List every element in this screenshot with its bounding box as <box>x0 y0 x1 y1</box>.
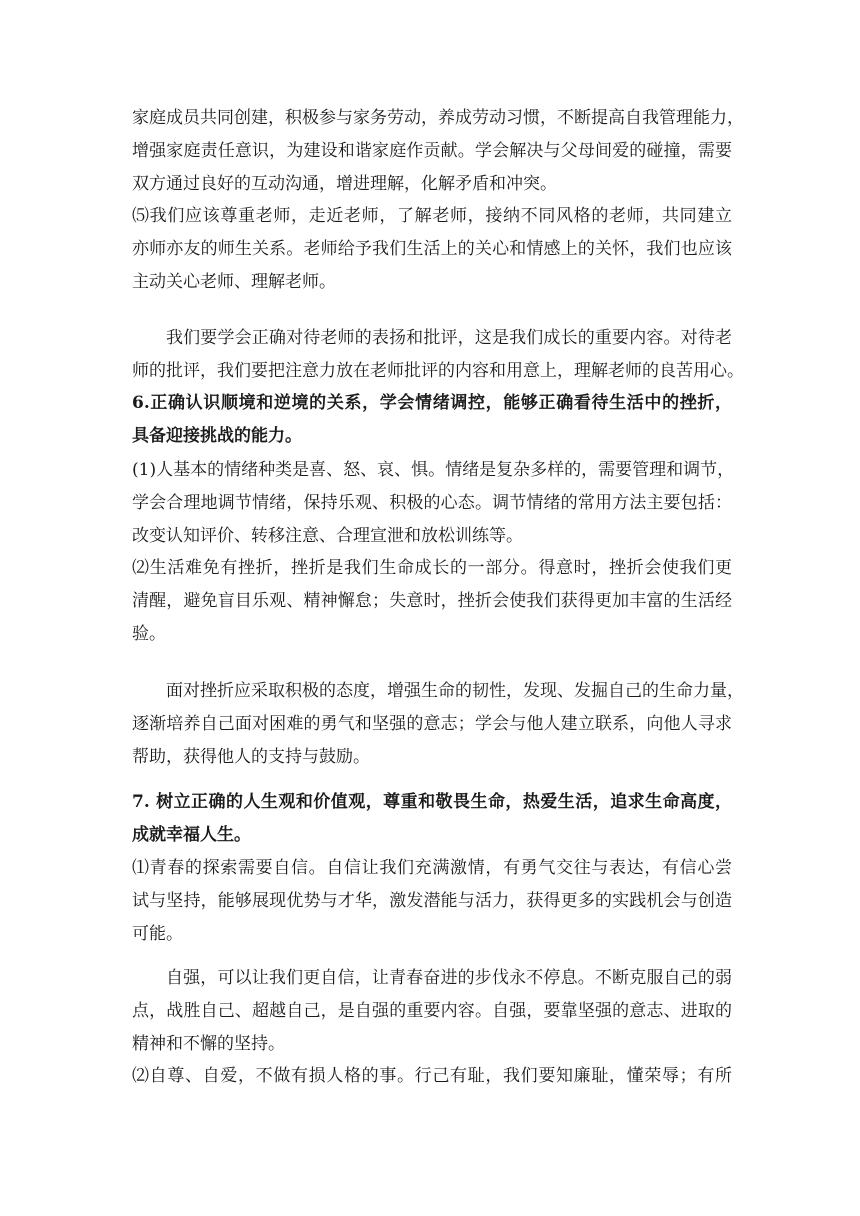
text-line: 逐渐培养自己面对困难的勇气和坚强的意志；学会与他人建立联系，向他人寻求 <box>132 713 732 734</box>
text-line: 点，战胜自己、超越自己，是自强的重要内容。自强，要靠坚强的意志、进取的 <box>132 1000 732 1021</box>
text-line: ⑵生活难免有挫折，挫折是我们生命成长的一部分。得意时，挫折会使我们更 <box>132 558 732 579</box>
text-line: 6.正确认识顺境和逆境的关系，学会情绪调控，能够正确看待生活中的挫折， <box>132 393 732 413</box>
section-heading <box>132 387 732 453</box>
text-line: 验。 <box>132 623 166 644</box>
paragraph <box>132 102 744 299</box>
text-line: 精神和不懈的坚持。 <box>132 1033 285 1054</box>
text-line: ⑸我们应该尊重老师，走近老师，了解老师，接纳不同风格的老师，共同建立 <box>132 206 732 227</box>
text-line: 我们要学会正确对待老师的表扬和批评，这是我们成长的重要内容。对待老 <box>166 328 732 348</box>
text-line: 学会合理地调节情绪，保持乐观、积极的心态。调节情绪的常用方法主要包括： <box>132 492 732 513</box>
text-line: 双方通过良好的互动沟通，增进理解，化解矛盾和冲突。 <box>132 173 557 194</box>
text-line: ⑴青春的探索需要自信。自信让我们充满激情，有勇气交往与表达，有信心尝 <box>132 858 732 878</box>
text-line: ⑵自尊、自爱，不做有损人格的事。行己有耻，我们要知廉耻，懂荣辱；有所 <box>132 1066 732 1087</box>
text-line: 自强，可以让我们更自信，让青春奋进的步伐永不停息。不断克服自己的弱 <box>166 968 732 988</box>
text-line: 试与坚持，能够展现优势与才华，激发潜能与活力，获得更多的实践机会与创造 <box>132 890 732 911</box>
paragraph <box>132 322 744 388</box>
section-heading <box>132 786 732 852</box>
text-line: 可能。 <box>132 923 183 944</box>
text-line: 7. 树立正确的人生观和价值观，尊重和敬畏生命，热爱生活，追求生命高度， <box>132 792 732 812</box>
text-line: 改变认知评价、转移注意、合理宣泄和放松训练等。 <box>132 525 523 546</box>
text-line: 亦师亦友的师生关系。老师给予我们生活上的关心和情感上的关怀，我们也应该 <box>132 239 732 260</box>
paragraph <box>132 852 732 950</box>
text-line: 面对挫折应采取积极的态度，增强生命的韧性，发现、发掘自己的生命力量， <box>166 681 744 701</box>
text-line: 增强家庭责任意识，为建设和谐家庭作贡献。学会解决与父母间爱的碰撞，需要 <box>132 140 732 161</box>
paragraph <box>132 962 732 1093</box>
text-line: 家庭成员共同创建，积极参与家务劳动，养成劳动习惯，不断提高自我管理能力， <box>132 108 744 128</box>
paragraph <box>132 454 735 651</box>
text-line: 主动关心老师、理解老师。 <box>132 271 336 292</box>
text-line: (1)人基本的情绪种类是喜、怒、哀、惧。情绪是复杂多样的，需要管理和调节， <box>132 460 735 480</box>
text-line: 清醒，避免盲目乐观、精神懈怠；失意时，挫折会使我们获得更加丰富的生活经 <box>132 591 732 612</box>
paragraph <box>132 675 744 773</box>
text-line: 师的批评，我们要把注意力放在老师批评的内容和用意上，理解老师的良苦用心。 <box>132 360 744 381</box>
text-line: 成就幸福人生。 <box>132 824 251 845</box>
text-line: 帮助，获得他人的支持与鼓励。 <box>132 746 370 767</box>
text-line: 具备迎接挑战的能力。 <box>132 425 302 446</box>
